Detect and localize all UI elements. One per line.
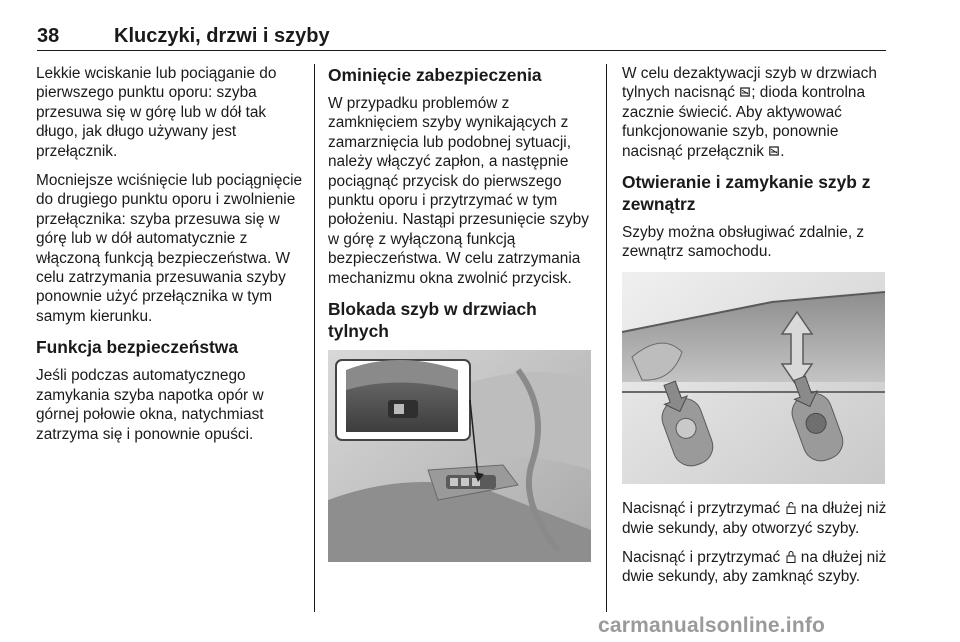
lock-icon: [786, 551, 796, 563]
column-right: [622, 64, 888, 597]
column-divider: [606, 64, 607, 612]
paragraph: Szyby można obsługiwać zdalnie, z zewnątrz samochodu.: [622, 224, 865, 261]
page-number: 38: [37, 25, 60, 47]
section-heading-override: Ominięcie zabezpieczenia: [328, 65, 542, 85]
window-lock-icon: [769, 145, 779, 157]
section-heading-rear-lock: Blokada szyb w drzwiach tylnych: [328, 299, 537, 342]
page-header: [37, 16, 886, 51]
paragraph: Nacisnąć i przytrzymać na dłużej niż dwie sekundy, aby zamknąć szyby.: [622, 549, 887, 586]
paragraph: W przypadku problemów z zamknięciem szyby wynikających z zamarznięcia lub podobnej sytuacji, należy włączyć zapłon, a następnie pociągnąć przycisk do pierwszego punktu oporu i przytrzymać w tym położeniu. Nastąpi przesunięcie szyby w górę z wyłączoną funkcją bezpieczeństwa. W celu zatrzymania mechanizmu okna zwolnić przycisk.: [328, 95, 589, 287]
chapter-title: Kluczyki, drzwi i szyby: [114, 25, 330, 47]
column-middle: [328, 64, 593, 577]
paragraph: W celu dezaktywacji szyb w drzwiach tylnych nacisnąć ; dioda kontrolna zacznie świecić. Aby aktywować funkcjonowanie szyb, ponownie nacisnąć przełącznik .: [622, 65, 877, 160]
door-switch-illustration: [328, 350, 593, 567]
window-lock-icon: [740, 86, 750, 98]
paragraph: Jeśli podczas automatycznego zamykania szyba napotka opór w górnej połowie okna, natychmiast zatrzyma się i ponownie opuści.: [36, 367, 264, 443]
watermark: carmanualsonline.info: [598, 614, 826, 637]
section-heading-remote: Otwieranie i zamykanie szyb z zewnątrz: [622, 172, 871, 215]
paragraph: Mocniejsze wciśnięcie lub pociągnięcie do drugiego punktu oporu i zwolnienie przełącznika: szyba przesuwa się w górę lub w dół automatycznie z włączoną funkcją bezpieczeństwa. W celu zatrzymania przesuwania szyby ponownie użyć przełącznika w tym samym kierunku.: [36, 172, 303, 325]
unlock-icon: [786, 502, 796, 514]
section-heading-safety: Funkcja bezpieczeństwa: [36, 337, 238, 358]
column-divider: [314, 64, 315, 612]
remote-window-illustration: [622, 272, 888, 489]
paragraph: Nacisnąć i przytrzymać na dłużej niż dwie sekundy, aby otworzyć szyby.: [622, 500, 887, 537]
column-left: [36, 64, 308, 454]
paragraph: Lekkie wciskanie lub pociąganie do pierwszego punktu oporu: szyba przesuwa się w górę lub w dół tak długo, jak długo używany jest przełącznik.: [36, 65, 277, 160]
